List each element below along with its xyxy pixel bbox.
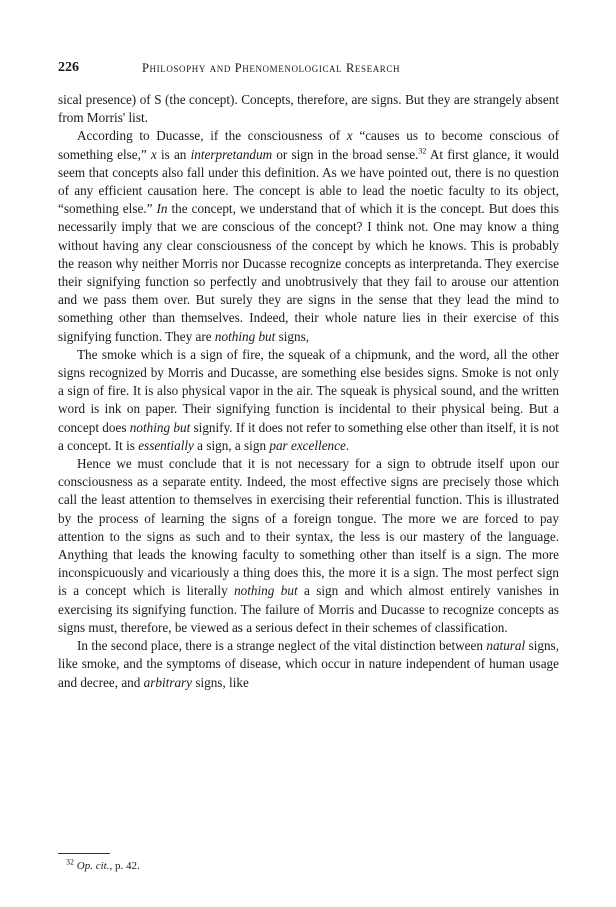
italic-text: In (156, 201, 168, 217)
paragraph (58, 346, 559, 455)
italic-text: natural (486, 638, 526, 654)
text-run: “causes us to become conscious of something else,” (58, 128, 559, 162)
paragraph (58, 91, 559, 127)
text-run: The smoke which is a sign of fire, the squeak of a chipmunk, and the word, all the other signs recognized by Morris and Ducasse, are something else besides signs. Smoke is not only a sign of fire. It is also physical vapor in the air. The squeak is physical sound, and the written word is ink on paper. Their signifying function is incidental to their physical being. But a concept does (58, 346, 559, 435)
footnote-text: , p. 42. (109, 860, 140, 872)
italic-text: interpretandum (190, 146, 273, 162)
running-head: Philosophy and Phenomenological Research (142, 61, 401, 75)
text-run: the concept, we understand that of which it is the concept. But does this necessarily imply that we are conscious of the concept? I think not. One may know a thing without having any clear consciousness of the concept by which he knows. This is probably the reason why neither Morris nor Ducasse recognize concepts as interpretanda. They exercise their signifying function so perfectly and unobtrusively that they fail to arouse our attention and we pass them over. But surely they are signs in the sense that they lead the mind to something other than themselves. Indeed, their whole nature lies in their exercise of this signifying function. They are (58, 201, 559, 344)
footnote-citation: Op. cit. (76, 860, 110, 872)
text-run: . (345, 437, 350, 453)
paragraph (58, 637, 559, 692)
footnote-divider (58, 853, 110, 854)
text-run: signs, like smoke, and the symptoms of disease, which occur in nature independent of human usage and decree, and (58, 638, 559, 690)
footnote (66, 857, 140, 872)
italic-text: par excellence (269, 437, 346, 453)
text-run: is an (156, 146, 191, 162)
page-number: 226 (58, 60, 79, 75)
text-run: a sign, a sign (193, 437, 270, 453)
body-text (58, 91, 559, 692)
paragraph (58, 127, 559, 345)
text-run: According to Ducasse, if the consciousness of (77, 128, 347, 144)
footnote-number: 32 (66, 857, 74, 867)
text-run: signify. If it does not refer to something else other than itself, it is not a concept. It is (58, 419, 559, 453)
text-run: Hence we must conclude that it is not necessary for a sign to obtrude itself upon our consciousness as a separate entity. Indeed, the most effective signs are precisely those which call the least attention to themselves in exercising their referential function. This is illustrated by the process of learning the signs of a foreign tongue. The more we are forced to pay attention to the signs as such and to their syntax, the less is our mastery of the language. Anything that leads the knowing faculty to something other than itself is a sign. The more inconspicuously and vicariously a thing does this, the more it is a sign. The most perfect sign is a concept which is literally (58, 456, 559, 599)
italic-text: nothing but (234, 583, 298, 599)
italic-text: x (150, 146, 157, 162)
italic-text: arbitrary (143, 674, 193, 690)
italic-text: essentially (138, 437, 194, 453)
italic-text: x (346, 128, 353, 144)
italic-text: nothing but (214, 328, 276, 344)
text-run: sical presence) of S (the concept). Concepts, therefore, are signs. But they are strangely absent from Morris' list. (58, 92, 559, 126)
text-run: At first glance, it would seem that concepts also fall under this definition. As we have pointed out, there is no question of any efficient causation here. The concept is able to lead the noetic faculty to its object, “something else.” (58, 146, 559, 217)
text-run: or sign in the broad sense. (272, 146, 419, 162)
text-run: In the second place, there is a strange neglect of the vital distinction between (77, 638, 487, 654)
text-run: signs, (275, 328, 310, 344)
italic-text: nothing but (129, 419, 191, 435)
text-run: a sign and which almost entirely vanishes in exercising its signifying function. The failure of Morris and Ducasse to recognize concepts as signs must, therefore, be viewed as a serious defect in their schemes of classification. (58, 583, 559, 635)
text-run: signs, like (192, 674, 249, 690)
page-header (58, 60, 558, 80)
footnote-reference: 32 (418, 146, 427, 156)
paragraph (58, 455, 559, 637)
